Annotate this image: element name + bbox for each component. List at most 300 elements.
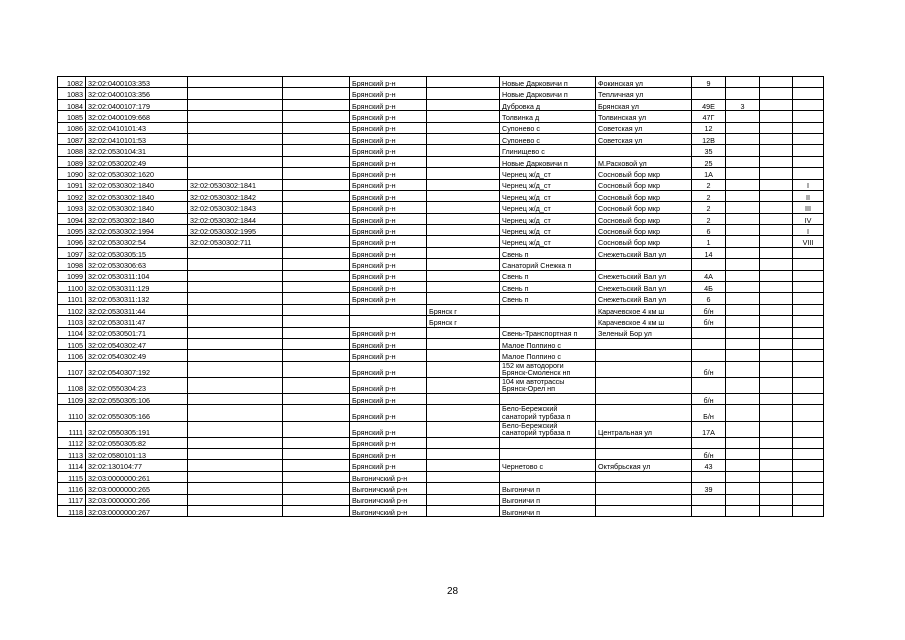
inner-cadastral-number-cell <box>188 111 283 122</box>
extra-col-a-cell <box>760 494 793 505</box>
table-row <box>58 316 824 327</box>
extra-col-b-cell <box>793 145 824 156</box>
empty-col-cell <box>283 133 350 144</box>
table-row <box>58 202 824 213</box>
extra-col-b-cell <box>793 350 824 361</box>
city-cell <box>427 405 500 421</box>
city-cell <box>427 213 500 224</box>
house-number-cell: 39 <box>692 483 726 494</box>
house-number-cell: 12В <box>692 133 726 144</box>
settlement-cell: Выгоничи п <box>500 483 596 494</box>
inner-cadastral-number-cell <box>188 394 283 405</box>
city-cell <box>427 247 500 258</box>
house-number-cell: 6 <box>692 225 726 236</box>
city-cell <box>427 338 500 349</box>
settlement-cell <box>500 449 596 460</box>
street-cell: Советская ул <box>596 133 692 144</box>
extra-col-b-cell <box>793 361 824 377</box>
building-number-cell <box>726 145 760 156</box>
inner-cadastral-number-cell: 32:02:0530302:711 <box>188 236 283 247</box>
cadastral-table <box>57 76 824 517</box>
street-cell <box>596 471 692 482</box>
street-cell: Сосновый бор мкр <box>596 225 692 236</box>
street-cell: Сосновый бор мкр <box>596 168 692 179</box>
city-cell <box>427 460 500 471</box>
settlement-cell: Чернец ж/д_ст <box>500 225 596 236</box>
extra-col-a-cell <box>760 236 793 247</box>
street-cell: М.Расковой ул <box>596 156 692 167</box>
district-cell: Брянский р-н <box>350 361 427 377</box>
building-number-cell <box>726 111 760 122</box>
inner-cadastral-number-cell <box>188 460 283 471</box>
extra-col-b-cell <box>793 282 824 293</box>
district-cell: Брянский р-н <box>350 259 427 270</box>
extra-col-a-cell <box>760 316 793 327</box>
table-row <box>58 361 824 377</box>
city-cell <box>427 270 500 281</box>
extra-col-a-cell <box>760 213 793 224</box>
table-row <box>58 471 824 482</box>
street-cell: Снежетьский Вал ул <box>596 293 692 304</box>
inner-cadastral-number-cell: 32:02:0530302:1995 <box>188 225 283 236</box>
house-number-cell <box>692 88 726 99</box>
extra-col-b-cell <box>793 156 824 167</box>
extra-col-a-cell <box>760 405 793 421</box>
street-cell <box>596 506 692 517</box>
building-number-cell <box>726 236 760 247</box>
row-number-cell: 1090 <box>58 168 86 179</box>
table-row <box>58 270 824 281</box>
house-number-cell: Б/н <box>692 405 726 421</box>
house-number-cell: 14 <box>692 247 726 258</box>
table-row <box>58 327 824 338</box>
extra-col-a-cell <box>760 338 793 349</box>
building-number-cell <box>726 377 760 393</box>
empty-col-cell <box>283 304 350 315</box>
city-cell <box>427 145 500 156</box>
empty-col-cell <box>283 236 350 247</box>
cadastral-number-cell: 32:02:0580101:13 <box>86 449 188 460</box>
empty-col-cell <box>283 145 350 156</box>
street-cell: Сосновый бор мкр <box>596 190 692 201</box>
table-row <box>58 236 824 247</box>
building-number-cell <box>726 421 760 437</box>
cadastral-number-cell: 32:03:0000000:267 <box>86 506 188 517</box>
row-number-cell: 1098 <box>58 259 86 270</box>
district-cell: Брянский р-н <box>350 156 427 167</box>
building-number-cell <box>726 156 760 167</box>
city-cell <box>427 179 500 190</box>
extra-col-b-cell <box>793 122 824 133</box>
house-number-cell: б/н <box>692 449 726 460</box>
row-number-cell: 1088 <box>58 145 86 156</box>
settlement-cell <box>500 316 596 327</box>
settlement-cell: Толвинка д <box>500 111 596 122</box>
row-number-cell: 1104 <box>58 327 86 338</box>
extra-col-a-cell <box>760 377 793 393</box>
district-cell: Брянский р-н <box>350 77 427 88</box>
extra-col-a-cell <box>760 88 793 99</box>
house-number-cell: б/н <box>692 304 726 315</box>
extra-col-a-cell <box>760 225 793 236</box>
cadastral-number-cell: 32:02:0540307:192 <box>86 361 188 377</box>
house-number-cell: б/н <box>692 394 726 405</box>
inner-cadastral-number-cell <box>188 77 283 88</box>
building-number-cell <box>726 88 760 99</box>
extra-col-b-cell <box>793 506 824 517</box>
settlement-cell <box>500 394 596 405</box>
cadastral-number-cell: 32:02:0530501:71 <box>86 327 188 338</box>
building-number-cell <box>726 213 760 224</box>
building-number-cell <box>726 494 760 505</box>
empty-col-cell <box>283 179 350 190</box>
house-number-cell: 4А <box>692 270 726 281</box>
table-row <box>58 168 824 179</box>
empty-col-cell <box>283 99 350 110</box>
district-cell: Брянский р-н <box>350 394 427 405</box>
building-number-cell <box>726 338 760 349</box>
building-number-cell <box>726 394 760 405</box>
district-cell: Выгоничский р-н <box>350 483 427 494</box>
building-number-cell <box>726 483 760 494</box>
premises-number-cell: I <box>793 225 824 236</box>
row-number-cell: 1094 <box>58 213 86 224</box>
inner-cadastral-number-cell <box>188 156 283 167</box>
city-cell <box>427 282 500 293</box>
city-cell <box>427 225 500 236</box>
row-number-cell: 1095 <box>58 225 86 236</box>
cadastral-number-cell: 32:02:0530302:1840 <box>86 190 188 201</box>
cadastral-number-cell: 32:02:0410101:43 <box>86 122 188 133</box>
empty-col-cell <box>283 316 350 327</box>
building-number-cell <box>726 327 760 338</box>
inner-cadastral-number-cell <box>188 282 283 293</box>
cadastral-number-cell: 32:02:0550304:23 <box>86 377 188 393</box>
house-number-cell <box>692 327 726 338</box>
extra-col-a-cell <box>760 350 793 361</box>
inner-cadastral-number-cell <box>188 247 283 258</box>
extra-col-a-cell <box>760 471 793 482</box>
row-number-cell: 1082 <box>58 77 86 88</box>
inner-cadastral-number-cell <box>188 270 283 281</box>
city-cell <box>427 483 500 494</box>
city-cell <box>427 327 500 338</box>
settlement-cell: Чернец ж/д_ст <box>500 202 596 213</box>
cadastral-number-cell: 32:02:0550305:106 <box>86 394 188 405</box>
cadastral-number-cell: 32:02:0530306:63 <box>86 259 188 270</box>
district-cell: Брянский р-н <box>350 213 427 224</box>
extra-col-a-cell <box>760 145 793 156</box>
table-row <box>58 377 824 393</box>
row-number-cell: 1113 <box>58 449 86 460</box>
extra-col-a-cell <box>760 304 793 315</box>
district-cell: Брянский р-н <box>350 421 427 437</box>
row-number-cell: 1110 <box>58 405 86 421</box>
row-number-cell: 1084 <box>58 99 86 110</box>
empty-col-cell <box>283 405 350 421</box>
house-number-cell: 2 <box>692 190 726 201</box>
premises-number-cell: I <box>793 179 824 190</box>
cadastral-number-cell: 32:02:0530302:54 <box>86 236 188 247</box>
extra-col-a-cell <box>760 449 793 460</box>
row-number-cell: 1093 <box>58 202 86 213</box>
street-cell: Октябрьская ул <box>596 460 692 471</box>
row-number-cell: 1092 <box>58 190 86 201</box>
empty-col-cell <box>283 350 350 361</box>
row-number-cell: 1083 <box>58 88 86 99</box>
settlement-cell: Бело-Бережский санаторий турбаза п <box>500 405 596 421</box>
cadastral-number-cell: 32:02:0530302:1620 <box>86 168 188 179</box>
building-number-cell <box>726 77 760 88</box>
building-number-cell <box>726 202 760 213</box>
building-number-cell <box>726 282 760 293</box>
cadastral-number-cell: 32:02:0530305:15 <box>86 247 188 258</box>
city-cell <box>427 202 500 213</box>
inner-cadastral-number-cell <box>188 88 283 99</box>
premises-number-cell: III <box>793 202 824 213</box>
street-cell <box>596 377 692 393</box>
inner-cadastral-number-cell <box>188 145 283 156</box>
extra-col-a-cell <box>760 460 793 471</box>
inner-cadastral-number-cell <box>188 259 283 270</box>
house-number-cell <box>692 338 726 349</box>
table-row <box>58 145 824 156</box>
city-cell <box>427 122 500 133</box>
table-row <box>58 213 824 224</box>
table-row <box>58 494 824 505</box>
row-number-cell: 1112 <box>58 437 86 448</box>
extra-col-a-cell <box>760 437 793 448</box>
table-row <box>58 350 824 361</box>
house-number-cell: 6 <box>692 293 726 304</box>
table-row <box>58 247 824 258</box>
district-cell: Брянский р-н <box>350 145 427 156</box>
city-cell: Брянск г <box>427 304 500 315</box>
settlement-cell: Свень п <box>500 247 596 258</box>
table-row <box>58 156 824 167</box>
table-row <box>58 179 824 190</box>
extra-col-a-cell <box>760 421 793 437</box>
empty-col-cell <box>283 88 350 99</box>
extra-col-b-cell <box>793 338 824 349</box>
settlement-cell: Новые Дарковичи п <box>500 88 596 99</box>
extra-col-b-cell <box>793 247 824 258</box>
city-cell <box>427 293 500 304</box>
house-number-cell <box>692 377 726 393</box>
building-number-cell: 3 <box>726 99 760 110</box>
street-cell: Сосновый бор мкр <box>596 202 692 213</box>
building-number-cell <box>726 437 760 448</box>
district-cell: Брянский р-н <box>350 99 427 110</box>
district-cell: Выгоничский р-н <box>350 494 427 505</box>
empty-col-cell <box>283 327 350 338</box>
building-number-cell <box>726 449 760 460</box>
inner-cadastral-number-cell <box>188 506 283 517</box>
settlement-cell: Свень п <box>500 293 596 304</box>
extra-col-a-cell <box>760 156 793 167</box>
extra-col-b-cell <box>793 377 824 393</box>
table-row <box>58 405 824 421</box>
empty-col-cell <box>283 282 350 293</box>
extra-col-b-cell <box>793 449 824 460</box>
house-number-cell: 35 <box>692 145 726 156</box>
table-row <box>58 338 824 349</box>
city-cell <box>427 421 500 437</box>
extra-col-a-cell <box>760 190 793 201</box>
city-cell: Брянск г <box>427 316 500 327</box>
inner-cadastral-number-cell <box>188 168 283 179</box>
premises-number-cell: VIII <box>793 236 824 247</box>
city-cell <box>427 190 500 201</box>
inner-cadastral-number-cell <box>188 483 283 494</box>
building-number-cell <box>726 133 760 144</box>
street-cell <box>596 338 692 349</box>
extra-col-a-cell <box>760 259 793 270</box>
row-number-cell: 1085 <box>58 111 86 122</box>
inner-cadastral-number-cell <box>188 449 283 460</box>
district-cell: Брянский р-н <box>350 225 427 236</box>
house-number-cell: 25 <box>692 156 726 167</box>
extra-col-b-cell <box>793 327 824 338</box>
row-number-cell: 1115 <box>58 471 86 482</box>
district-cell: Брянский р-н <box>350 327 427 338</box>
settlement-cell: Чернец ж/д_ст <box>500 236 596 247</box>
extra-col-b-cell <box>793 405 824 421</box>
row-number-cell: 1105 <box>58 338 86 349</box>
settlement-cell: Чернец ж/д_ст <box>500 190 596 201</box>
table-row <box>58 190 824 201</box>
street-cell <box>596 394 692 405</box>
inner-cadastral-number-cell: 32:02:0530302:1842 <box>188 190 283 201</box>
district-cell: Брянский р-н <box>350 88 427 99</box>
settlement-cell: Чернетово с <box>500 460 596 471</box>
house-number-cell: 17А <box>692 421 726 437</box>
house-number-cell: 2 <box>692 179 726 190</box>
city-cell <box>427 236 500 247</box>
row-number-cell: 1114 <box>58 460 86 471</box>
settlement-cell: Супонево с <box>500 133 596 144</box>
district-cell: Брянский р-н <box>350 460 427 471</box>
district-cell: Брянский р-н <box>350 247 427 258</box>
cadastral-number-cell: 32:02:0400103:353 <box>86 77 188 88</box>
house-number-cell: 4Б <box>692 282 726 293</box>
table-row <box>58 506 824 517</box>
district-cell: Выгоничский р-н <box>350 506 427 517</box>
inner-cadastral-number-cell <box>188 133 283 144</box>
district-cell: Брянский р-н <box>350 111 427 122</box>
cadastral-number-cell: 32:02:0530311:132 <box>86 293 188 304</box>
cadastral-number-cell: 32:02:0530311:47 <box>86 316 188 327</box>
settlement-cell: Свень п <box>500 282 596 293</box>
street-cell <box>596 361 692 377</box>
district-cell: Брянский р-н <box>350 179 427 190</box>
settlement-cell: Чернец ж/д_ст <box>500 168 596 179</box>
building-number-cell <box>726 259 760 270</box>
street-cell <box>596 483 692 494</box>
settlement-cell: Свень-Транспортная п <box>500 327 596 338</box>
building-number-cell <box>726 190 760 201</box>
street-cell <box>596 259 692 270</box>
empty-col-cell <box>283 156 350 167</box>
extra-col-b-cell <box>793 133 824 144</box>
table-row <box>58 88 824 99</box>
row-number-cell: 1097 <box>58 247 86 258</box>
row-number-cell: 1103 <box>58 316 86 327</box>
empty-col-cell <box>283 247 350 258</box>
street-cell <box>596 449 692 460</box>
inner-cadastral-number-cell <box>188 327 283 338</box>
settlement-cell: 152 км автодороги Брянск-Смоленск нп <box>500 361 596 377</box>
extra-col-a-cell <box>760 394 793 405</box>
street-cell: Снежетьский Вал ул <box>596 282 692 293</box>
street-cell: Центральная ул <box>596 421 692 437</box>
settlement-cell: Новые Дарковичи п <box>500 77 596 88</box>
cadastral-number-cell: 32:02:130104:77 <box>86 460 188 471</box>
premises-number-cell: IV <box>793 213 824 224</box>
city-cell <box>427 449 500 460</box>
street-cell <box>596 437 692 448</box>
settlement-cell: Свень п <box>500 270 596 281</box>
city-cell <box>427 111 500 122</box>
city-cell <box>427 77 500 88</box>
settlement-cell: Новые Дарковичи п <box>500 156 596 167</box>
extra-col-b-cell <box>793 111 824 122</box>
cadastral-number-cell: 32:02:0550305:191 <box>86 421 188 437</box>
extra-col-a-cell <box>760 111 793 122</box>
house-number-cell: 1 <box>692 236 726 247</box>
street-cell: Карачевское 4 км ш <box>596 304 692 315</box>
city-cell <box>427 350 500 361</box>
table-row <box>58 122 824 133</box>
building-number-cell <box>726 293 760 304</box>
cadastral-number-cell: 32:02:0530302:1840 <box>86 213 188 224</box>
empty-col-cell <box>283 202 350 213</box>
city-cell <box>427 437 500 448</box>
inner-cadastral-number-cell <box>188 293 283 304</box>
district-cell: Брянский р-н <box>350 282 427 293</box>
inner-cadastral-number-cell <box>188 437 283 448</box>
table-row <box>58 437 824 448</box>
city-cell <box>427 168 500 179</box>
city-cell <box>427 133 500 144</box>
extra-col-b-cell <box>793 483 824 494</box>
row-number-cell: 1086 <box>58 122 86 133</box>
house-number-cell: б/н <box>692 361 726 377</box>
row-number-cell: 1116 <box>58 483 86 494</box>
extra-col-b-cell <box>793 437 824 448</box>
house-number-cell <box>692 437 726 448</box>
extra-col-a-cell <box>760 282 793 293</box>
row-number-cell: 1102 <box>58 304 86 315</box>
page-number: 28 <box>446 586 459 597</box>
extra-col-a-cell <box>760 122 793 133</box>
building-number-cell <box>726 405 760 421</box>
settlement-cell: Бело-Бережский санаторий турбаза п <box>500 421 596 437</box>
extra-col-b-cell <box>793 168 824 179</box>
cadastral-number-cell: 32:02:0530202:49 <box>86 156 188 167</box>
building-number-cell <box>726 350 760 361</box>
street-cell: Снежетьский Вал ул <box>596 247 692 258</box>
cadastral-number-cell: 32:02:0530302:1840 <box>86 202 188 213</box>
settlement-cell: Малое Полпино с <box>500 350 596 361</box>
district-cell: Брянский р-н <box>350 437 427 448</box>
settlement-cell <box>500 437 596 448</box>
table-row <box>58 282 824 293</box>
table-row <box>58 293 824 304</box>
row-number-cell: 1109 <box>58 394 86 405</box>
table-row <box>58 111 824 122</box>
district-cell <box>350 304 427 315</box>
